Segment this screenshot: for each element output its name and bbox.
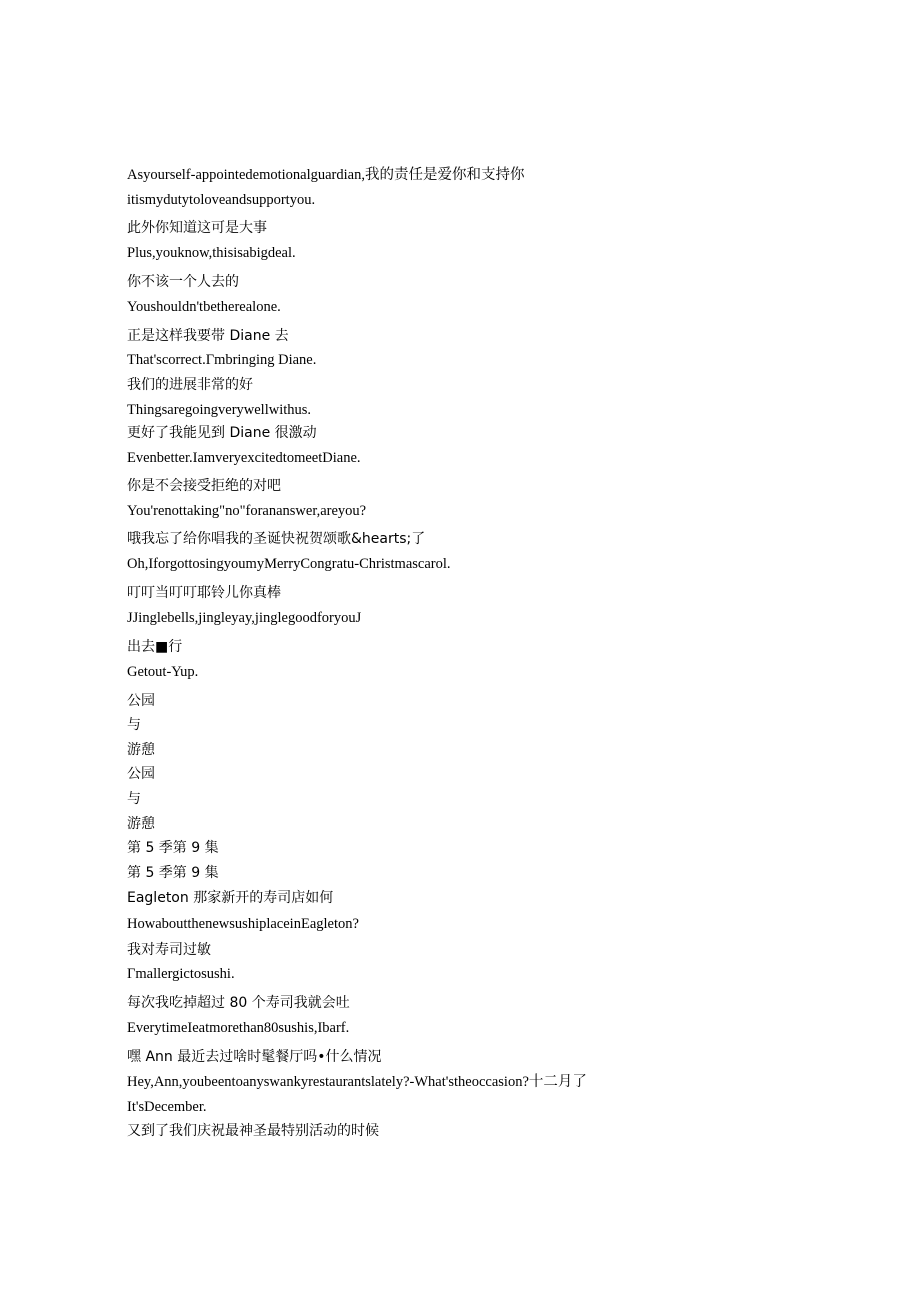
text-line: 叮叮当叮叮耶铃儿你真棒 xyxy=(127,585,281,601)
text-line: HowaboutthenewsushiplaceinEagleton? xyxy=(127,916,359,932)
text-line: 第 5 季第 9 集 xyxy=(127,840,219,856)
text-line: 出去■行 xyxy=(127,639,183,655)
text-line: 又到了我们庆祝最神圣最特别活动的时候 xyxy=(127,1123,379,1139)
text-line: You'renottaking"no"forananswer,areyou? xyxy=(127,503,367,519)
text-line: 更好了我能见到 Diane 很激动 xyxy=(127,425,317,441)
document-page xyxy=(127,0,827,1301)
text-line: EverytimeIeatmorethan80sushis,Ibarf. xyxy=(127,1020,350,1036)
text-line: That'scorrect.Γmbringing Diane. xyxy=(127,352,317,368)
text-line: 你是不会接受拒绝的对吧 xyxy=(127,478,281,494)
text-line: It'sDecember. xyxy=(127,1099,207,1115)
text-line: 正是这样我要带 Diane 去 xyxy=(127,328,289,344)
text-line: Asyourself-appointedemotionalguardian,我的责任是爱你和支持你 xyxy=(127,167,525,183)
text-line: JJinglebells,jingleyay,jinglegoodforyouJ xyxy=(127,610,362,626)
text-line: Thingsaregoingverywellwithus. xyxy=(127,402,312,418)
text-line: Plus,youknow,thisisabigdeal. xyxy=(127,245,296,261)
text-line: Evenbetter.IamveryexcitedtomeetDiane. xyxy=(127,450,361,466)
text-line: 游憩 xyxy=(127,816,155,832)
text-line: Getout-Yup. xyxy=(127,664,199,680)
text-line: Γmallergictosushi. xyxy=(127,966,235,982)
text-line: 哦我忘了给你唱我的圣诞快祝贺颂歌&hearts;了 xyxy=(127,531,426,547)
text-line: 与 xyxy=(127,717,141,733)
text-line: 每次我吃掉超过 80 个寿司我就会吐 xyxy=(127,995,350,1011)
text-line: Eagleton 那家新开的寿司店如何 xyxy=(127,890,334,906)
text-line: 与 xyxy=(127,791,141,807)
text-line: Youshouldn'tbetherealone. xyxy=(127,299,281,315)
text-line: 公园 xyxy=(127,693,155,709)
text-line: 公园 xyxy=(127,766,155,782)
text-line: 嘿 Ann 最近去过啥时髦餐厅吗•什么情况 xyxy=(127,1049,382,1065)
text-line: 第 5 季第 9 集 xyxy=(127,865,219,881)
text-line: Oh,IforgottosingyoumyMerryCongratu-Christmascarol. xyxy=(127,556,451,572)
text-line: 此外你知道这可是大事 xyxy=(127,220,267,236)
text-line: 游憩 xyxy=(127,742,155,758)
text-line: itismydutytoloveandsupportyou. xyxy=(127,192,316,208)
text-line: Hey,Ann,youbeentoanyswankyrestaurantslately?-What'stheoccasion?十二月了 xyxy=(127,1074,587,1090)
text-line: 我们的进展非常的好 xyxy=(127,377,253,393)
text-line: 你不该一个人去的 xyxy=(127,274,239,290)
text-line: 我对寿司过敏 xyxy=(127,942,211,958)
